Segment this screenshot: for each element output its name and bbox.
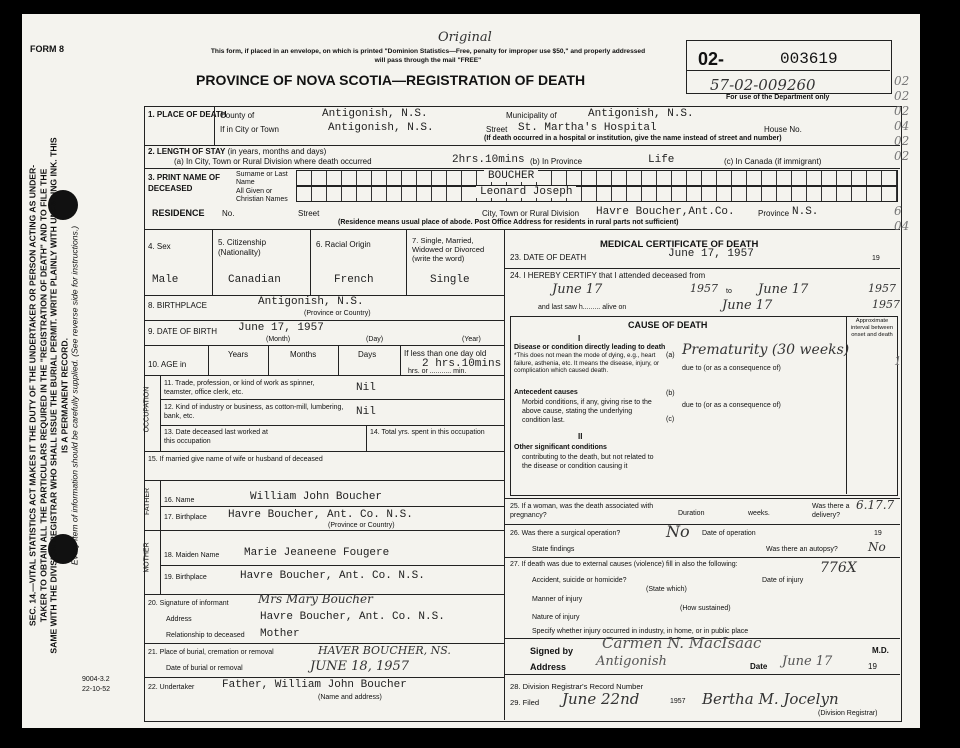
res-no-label: No. — [222, 209, 235, 218]
date-label: Date — [750, 662, 768, 671]
certify-label: 24. I HEREBY CERTIFY that I attended deceased from — [510, 271, 706, 280]
dob-year: (Year) — [462, 336, 481, 343]
informant-addr: Havre Boucher, Ant. Co. N.S. — [260, 611, 445, 623]
reg-prefix: 02- — [698, 49, 725, 69]
surname-label: Surname or Last Name — [236, 171, 288, 186]
res-prov-label: Province — [758, 209, 790, 218]
q26-value: No — [666, 522, 690, 541]
original-stamp: Original — [438, 30, 492, 45]
injury-date-label: Date of injury — [762, 577, 804, 584]
autopsy-label: Was there an autopsy? — [766, 546, 838, 553]
dob-label: 9. DATE OF BIRTH — [148, 327, 218, 336]
s2-a-value: 2hrs.10mins — [452, 154, 525, 166]
cod-c-label: (c) — [666, 416, 675, 423]
signed-label: Signed by — [530, 646, 574, 656]
q26-label: 26. Was there a surgical operation? — [510, 530, 621, 537]
certify-yr1: 1957 — [690, 282, 718, 295]
burial-date-label: Date of burial or removal — [166, 665, 243, 672]
given-label: All Given or Christian Names — [236, 188, 288, 203]
city-value: Antigonish, N.S. — [328, 122, 434, 134]
filed-yr: 1957 — [670, 698, 686, 705]
envelope-note: This form, if placed in an envelope, on which is printed "Dominion Statistics—Free, penalty for improper use $50," and properly addressed will pass through the mail "FREE" — [210, 48, 646, 64]
side-instructions: SEC. 14.—VITAL STATISTICS ACT MAKES IT THE DUTY OF THE UNDERTAKER OR PERSON ACTING AS UNDER- TAKER TO OBTAIN ALL THE PARTICULARS REQUIRED IN THE "REGISTRATION OF DEATH" AND TO FILE THE SAME WITH THE DIVISION REGISTRAR WHO SHALL ISSUE THE BURIAL PERMIT. WRITE PLAINLY WITH UNFADING INK. THIS IS A PERMANENT RECORD. Every item of information should be carefully supplied. (See reverse side for instructions.) — [27, 137, 80, 654]
res-street-label: Street — [298, 209, 320, 218]
weeks-label: weeks. — [748, 510, 770, 517]
op-date-label: Date of operation — [702, 530, 756, 537]
house-label: House No. — [764, 125, 802, 134]
marital-label: 7. Single, Married, Widowed or Divorced (write the word) — [412, 236, 485, 263]
findings-label: State findings — [532, 546, 575, 553]
surname-value: BOUCHER — [484, 170, 538, 182]
registrar-note: (Division Registrar) — [818, 710, 878, 717]
registration-form — [22, 14, 920, 728]
medical-header: MEDICAL CERTIFICATE OF DEATH — [600, 239, 759, 250]
form-title: PROVINCE OF NOVA SCOTIA—REGISTRATION OF DEATH — [196, 72, 586, 88]
municipality-label: Municipality of — [506, 111, 557, 120]
informant-rel: Mother — [260, 628, 300, 640]
res-prov-value: N.S. — [792, 206, 819, 218]
age-years: Years — [228, 350, 249, 359]
informant-sig-label: 20. Signature of informant — [148, 600, 229, 607]
s2-label: 2. LENGTH OF STAY (in years, months and days) — [148, 147, 327, 156]
father-name-value: William John Boucher — [250, 491, 383, 503]
burial-place: HAVER BOUCHER, NS. — [318, 644, 451, 657]
cond-note: *This does not mean the mode of dying, e.g., heart failure, asthenia, etc. It means the disease, injury, or complication which caused death. — [514, 352, 660, 374]
occ-12-value: Nil — [356, 406, 376, 418]
undertaker-value: Father, William John Boucher — [222, 679, 407, 691]
occ-12-label: 12. Kind of industry or business, as cotton-mill, lumbering, bank, etc. — [164, 404, 344, 420]
accident-label: Accident, suicide or homicide? — [532, 577, 627, 584]
city-label: If in City or Town — [220, 125, 279, 134]
cod-header: CAUSE OF DEATH — [628, 320, 708, 330]
birthplace-note: (Province or Country) — [304, 310, 371, 317]
registrar-sig: Bertha M. Jocelyn — [702, 690, 839, 708]
mother-bp-value: Havre Boucher, Ant. Co. N.S. — [240, 570, 425, 582]
dod-value: June 17, 1957 — [668, 248, 754, 260]
delivery-label: Was there a delivery? — [812, 503, 850, 519]
occ-11-value: Nil — [356, 382, 376, 394]
county-value: Antigonish, N.S. — [322, 108, 428, 120]
birthplace-label: 8. BIRTHPLACE — [148, 301, 207, 310]
state-which: (State which) — [646, 586, 687, 593]
margin-codes: 02 02 02 04 02 02 6 04 1 — [894, 74, 910, 368]
s3-label: 3. PRINT NAME OF DECEASED — [148, 173, 221, 193]
hrs-min: hrs. or ........... min. — [408, 368, 467, 375]
cod-due-2: due to (or as a consequence of) — [682, 402, 781, 409]
s2-line-b: (b) In Province — [530, 157, 583, 166]
certify-from: June 17 — [552, 282, 603, 297]
dob-day: (Day) — [366, 336, 384, 343]
filed-date: June 22nd — [562, 690, 640, 708]
certify-to-date: June 17 — [758, 282, 809, 297]
q28-label: 28. Division Registrar's Record Number — [510, 682, 644, 691]
manner-label: Manner of injury — [532, 596, 583, 603]
mother-bp-label: 19. Birthplace — [164, 574, 207, 581]
given-value: Leonard Joseph — [476, 186, 576, 198]
dod-label: 23. DATE OF DEATH — [510, 253, 587, 262]
age-months: Months — [290, 350, 317, 359]
certify-to: to — [726, 288, 732, 295]
citizenship-label: 5. Citizenship (Nationality) — [218, 238, 267, 257]
s2-line-c: (c) In Canada (if immigrant) — [724, 157, 822, 166]
sex-label: 4. Sex — [148, 242, 171, 251]
cond-text: Disease or condition directly leading to death — [514, 344, 666, 351]
surname-box — [296, 170, 898, 186]
morbid: Morbid conditions, if any, giving rise to the above cause, stating the underlying condition last. — [522, 399, 652, 424]
sex-value: Male — [152, 274, 179, 286]
filed-stamp: 6.17.7 — [856, 498, 895, 512]
last-saw: and last saw h......... alive on — [538, 304, 627, 311]
reg-number: 003619 — [780, 50, 838, 68]
undertaker-note: (Name and address) — [318, 694, 382, 701]
specify-label: Specify whether injury occurred in industry, in home, or in public place — [532, 628, 749, 635]
md-label: M.D. — [872, 646, 889, 655]
racial-label: 6. Racial Origin — [316, 240, 371, 249]
s1-label: 1. PLACE OF DEATH — [148, 110, 227, 119]
interval-header: Approximate interval between onset and death — [850, 318, 894, 338]
cod-i: I — [578, 334, 581, 343]
informant-rel-label: Relationship to deceased — [166, 632, 245, 639]
antecedent: Antecedent causes — [514, 389, 578, 396]
burial-date: JUNE 18, 1957 — [310, 659, 410, 674]
form-id: FORM 8 — [30, 44, 65, 54]
duration-label: Duration — [678, 510, 705, 517]
dob-month: (Month) — [266, 336, 291, 343]
s2-line-a: (a) In City, Town or Rural Division where death occurred — [174, 157, 372, 166]
cod-due-1: due to (or as a consequence of) — [682, 365, 781, 372]
undertaker-label: 22. Undertaker — [148, 684, 195, 691]
injury-code: 776X — [820, 560, 857, 576]
cod-a-label: (a) — [666, 352, 675, 359]
father-side: FATHER — [144, 487, 152, 516]
occ-11-label: 11. Trade, profession, or kind of work as spinner, teamster, office clerk, etc. — [164, 380, 315, 396]
address-label: Address — [530, 662, 567, 672]
less-than-day-value: 2 hrs.10mins — [422, 358, 502, 370]
last-saw-yr: 1957 — [872, 298, 900, 311]
s3-note: (Residence means usual place of abode. Post Office Address for residents in rural parts not sufficient) — [338, 219, 679, 226]
informant-addr-label: Address — [166, 616, 192, 623]
father-bp-value: Havre Boucher, Ant. Co. N.S. — [228, 509, 413, 521]
age-days: Days — [358, 350, 377, 359]
street-value: St. Martha's Hospital — [518, 122, 657, 134]
res-city-value: Havre Boucher,Ant.Co. — [596, 206, 735, 218]
other-sig: Other significant conditions — [514, 444, 607, 451]
q27-label: 27. If death was due to external causes (violence) fill in also the following: — [510, 561, 738, 568]
certify-yr2: 1957 — [868, 282, 896, 295]
other-text: contributing to the death, but not related to the disease or condition causing it — [522, 454, 654, 470]
dept-number: 57-02-009260 — [710, 76, 816, 94]
how-sustained: (How sustained) — [680, 605, 731, 612]
mother-maiden-label: 18. Maiden Name — [164, 552, 220, 559]
date-19: 19 — [868, 662, 877, 671]
autopsy-value: No — [868, 540, 886, 554]
racial-value: French — [334, 274, 374, 286]
occ-13-label: 13. Date deceased last worked at this occupation — [164, 429, 268, 445]
cod-a-value: Prematurity (30 weeks) — [682, 342, 850, 358]
residence-label: RESIDENCE — [152, 208, 205, 218]
marital-value: Single — [430, 274, 470, 286]
date-value: June 17 — [782, 654, 833, 669]
county-label: County of — [220, 111, 255, 120]
dob-value: June 17, 1957 — [238, 322, 324, 334]
municipality-value: Antigonish, N.S. — [588, 108, 694, 120]
street-label: Street — [486, 125, 508, 134]
given-box — [296, 186, 898, 202]
age-label: 10. AGE in — [148, 360, 187, 369]
less-than-day-label: If less than one day old — [404, 349, 487, 358]
op-19: 19 — [874, 530, 882, 537]
q29-label: 29. Filed — [510, 698, 540, 707]
mother-side: MOTHER — [143, 542, 151, 573]
print-code: 9004-3.2 — [82, 676, 110, 683]
occ-14-label: 14. Total yrs. spent in this occupation — [370, 429, 485, 436]
occ-15-label: 15. If married give name of wife or husband of deceased — [148, 456, 323, 463]
birthplace-value: Antigonish, N.S. — [258, 296, 364, 308]
address-value: Antigonish — [596, 654, 667, 669]
nature-label: Nature of injury — [532, 614, 580, 621]
last-saw-date: June 17 — [722, 298, 773, 313]
burial-place-label: 21. Place of burial, cremation or removal — [148, 649, 274, 656]
occupation-side: OCCUPATION — [143, 386, 151, 433]
mother-maiden-value: Marie Jeaneene Fougere — [244, 547, 390, 559]
cod-ii: II — [578, 432, 583, 441]
res-city-label: City, Town or Rural Division — [482, 209, 580, 218]
print-date: 22-10-52 — [82, 686, 111, 693]
father-bp-note: (Province or Country) — [328, 522, 395, 529]
cod-b-label: (b) — [666, 390, 675, 397]
s2-b-value: Life — [648, 154, 675, 166]
informant-sig: Mrs Mary Boucher — [258, 592, 373, 606]
father-bp-label: 17. Birthplace — [164, 514, 207, 521]
citizenship-value: Canadian — [228, 274, 281, 286]
father-name-label: 16. Name — [164, 497, 195, 504]
dod-19: 19 — [872, 255, 880, 262]
s1-note: (If death occurred in a hospital or institution, give the name instead of street and number) — [484, 135, 782, 142]
dept-note: For use of the Department only — [726, 94, 830, 101]
q25-label: 25. If a woman, was the death associated with pregnancy? — [510, 503, 654, 519]
signed-value: Carmen N. MacIsaac — [602, 634, 762, 652]
